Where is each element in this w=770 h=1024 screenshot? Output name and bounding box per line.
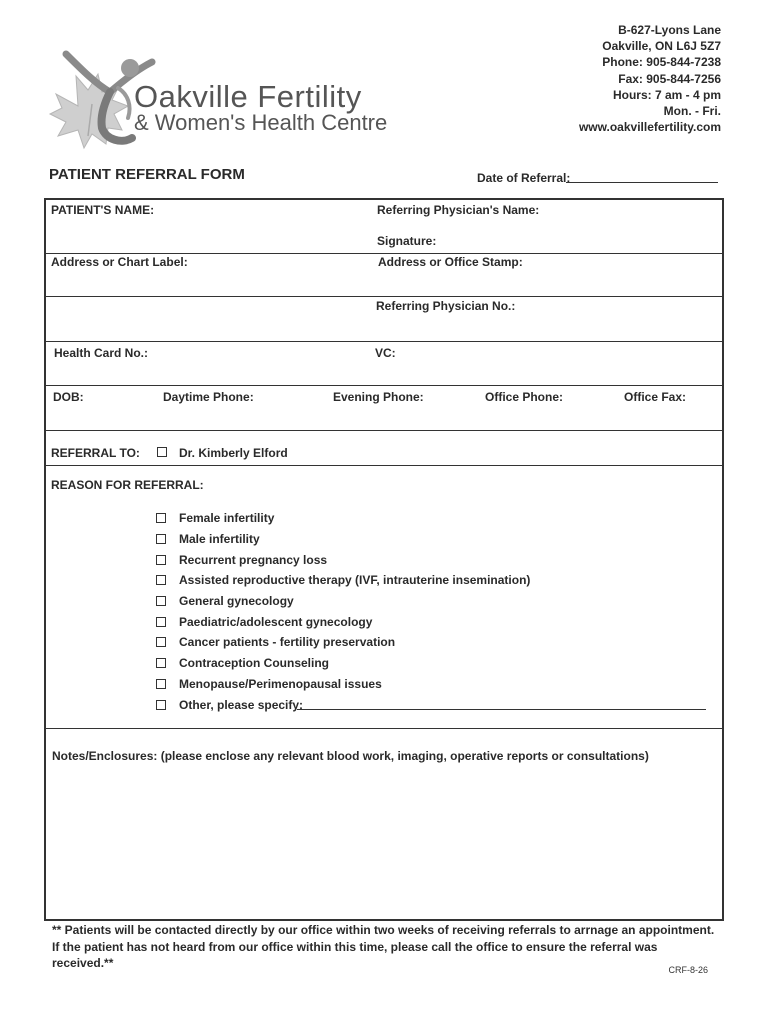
reason-item[interactable] [156,594,294,608]
reason-label: Contraception Counseling [179,656,329,670]
reason-label: Menopause/Perimenopausal issues [179,677,382,691]
phone: Phone: 905-844-7238 [602,55,721,70]
referral-doctor-name: Dr. Kimberly Elford [179,446,288,460]
divider [44,341,724,342]
notes-label: Notes/Enclosures: (please enclose any relevant blood work, imaging, operative reports or consultations) [52,749,649,763]
divider [44,385,724,386]
checkbox[interactable] [156,513,166,523]
reason-item[interactable] [156,511,274,525]
checkbox[interactable] [156,658,166,668]
footer-note: ** Patients will be contacted directly by our office within two weeks of receiving referrals to arrnage an appointment. If the patient has not heard from our office within this time, please call the office to ensure the referral was received.** [52,923,715,970]
checkbox[interactable] [156,575,166,585]
dob-label: DOB: [53,390,84,404]
checkbox[interactable] [156,637,166,647]
website: www.oakvillefertility.com [578,120,721,135]
fax: Fax: 905-844-7256 [618,71,721,86]
date-of-referral-field[interactable] [566,182,718,183]
reason-label: Other, please specify: [179,698,304,712]
referral-doctor-checkbox[interactable] [157,447,167,457]
evening-phone-label: Evening Phone: [333,390,424,404]
days: Mon. - Fri. [663,104,721,119]
reason-label: Paediatric/adolescent gynecology [179,615,373,629]
office-phone-label: Office Phone: [485,390,564,404]
checkbox[interactable] [156,700,166,710]
reason-label: Male infertility [179,532,260,546]
divider [44,253,724,254]
vc-label: VC: [375,346,396,360]
referring-physician-no-label: Referring Physician No.: [376,299,516,313]
reason-item[interactable] [156,553,327,567]
patient-name-label: PATIENT'S NAME: [51,203,155,217]
divider [44,465,724,466]
hours: Hours: 7 am - 4 pm [612,87,721,102]
reason-label: Recurrent pregnancy loss [179,553,328,567]
checkbox[interactable] [156,534,166,544]
clinic-name: Oakville Fertility [134,79,362,114]
reason-label: General gynecology [179,594,294,608]
reason-item[interactable] [156,615,372,629]
clinic-subtitle: & Women's Health Centre [134,110,388,135]
referral-to-label: REFERRAL TO: [51,446,140,460]
contact-block [579,22,721,135]
reason-label: Assisted reproductive therapy (IVF, intrauterine insemination) [179,573,531,587]
signature-label: Signature: [377,234,437,248]
divider [44,728,724,729]
checkbox[interactable] [156,555,166,565]
other-specify-field[interactable] [297,709,706,710]
reason-item[interactable] [156,656,329,670]
checkbox[interactable] [156,617,166,627]
reason-label: Female infertility [179,511,275,525]
reason-for-referral-label: REASON FOR REFERRAL: [51,478,204,492]
reason-item[interactable] [156,573,530,587]
reason-item[interactable] [156,532,260,546]
divider [44,430,724,431]
form-code: CRF-8-26 [668,965,708,975]
referring-physician-name-label: Referring Physician's Name: [377,203,540,217]
notes-area[interactable] [48,766,720,916]
address-line-1: B-627-Lyons Lane [618,23,721,37]
address-chart-label: Address or Chart Label: [51,255,188,269]
date-of-referral-label: Date of Referral: [477,171,571,185]
address-line-2: Oakville, ON L6J 5Z7 [602,39,721,54]
office-fax-label: Office Fax: [624,390,687,404]
address-office-stamp-label: Address or Office Stamp: [378,255,523,269]
daytime-phone-label: Daytime Phone: [163,390,254,404]
reason-item[interactable] [156,677,382,691]
reason-item[interactable] [156,698,303,712]
reason-item[interactable] [156,635,395,649]
checkbox[interactable] [156,596,166,606]
form-title: PATIENT REFERRAL FORM [49,166,245,183]
reason-label: Cancer patients - fertility preservation [179,635,396,649]
divider [44,296,724,297]
checkbox[interactable] [156,679,166,689]
health-card-label: Health Card No.: [54,346,149,360]
